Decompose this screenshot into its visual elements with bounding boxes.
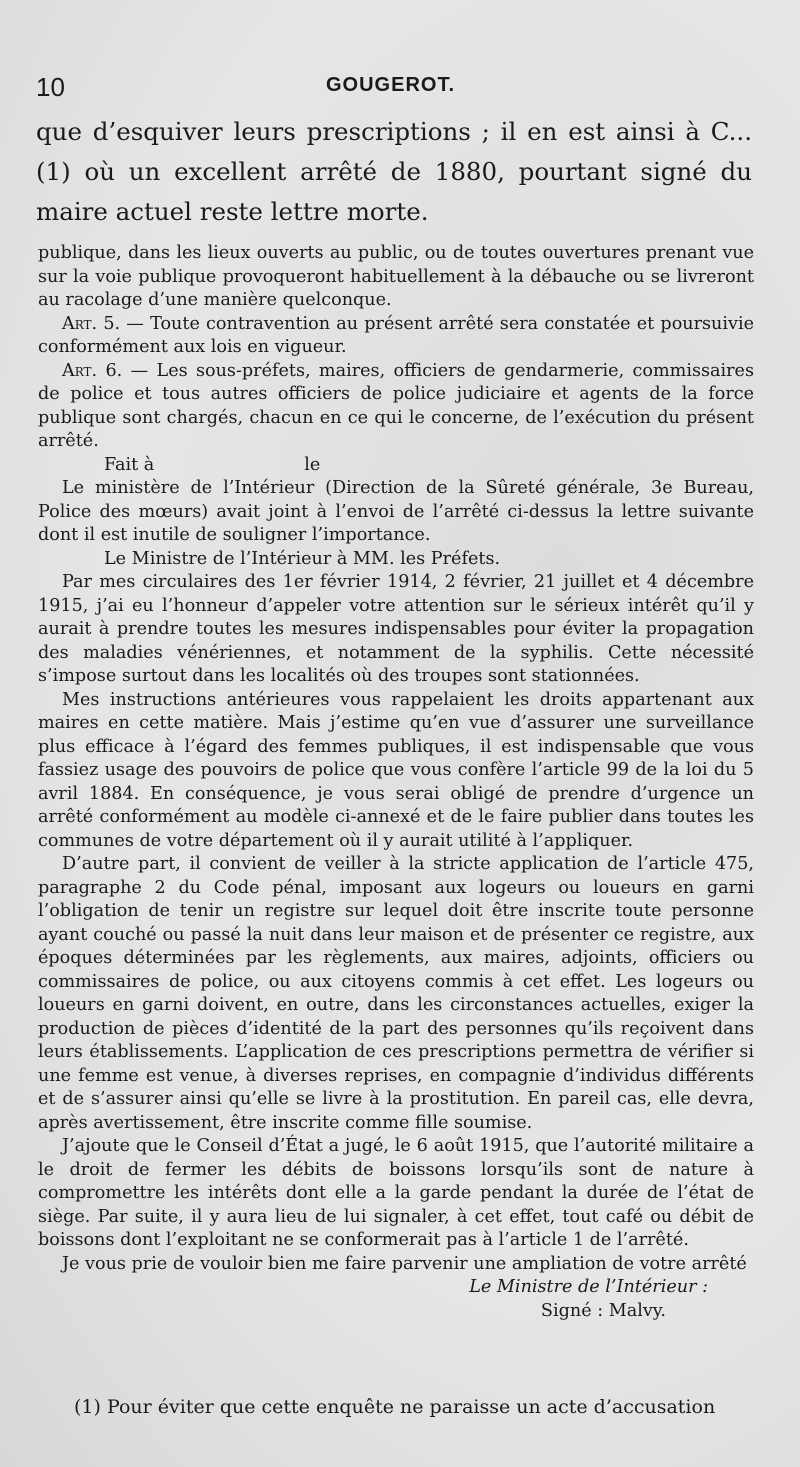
- paragraph-prie: Je vous prie de vouloir bien me faire parvenir une ampliation de votre arrêté: [62, 1253, 747, 1274]
- paragraph-circulaires: Par mes circulaires des 1er février 1914, 2 février, 21 juillet et 4 décembre 1915, j’ai eu l’honneur d’appeler votre attention sur le sérieux intérêt qu’il y aurait à prendre toutes les mesures indispensables pour éviter la propagation des maladies vénériennes, et notamment de la syphilis. Cette nécessité s’impose surtout dans les localités où des troupes sont stationnées.: [38, 572, 754, 686]
- paragraph-ministre-heading: Le Ministre de l’Intérieur à MM. les Préfets.: [104, 548, 501, 569]
- body-text: [38, 242, 754, 1323]
- article-6-text: — Les sous-préfets, maires, officiers de gendarmerie, commissaires de police et tous autres officiers de police judiciaire et agents de la force publique sont chargés, chacun en ce qui le concerne, de l’exécution du présent arrêté.: [38, 360, 754, 451]
- paragraph-instructions: Mes instructions antérieures vous rappelaient les droits appartenant aux maires en cette matière. Mais j’estime qu’en vue d’assurer une surveillance plus efficace à l’égard des femmes publiques, il est indispensable que vous fassiez usage des pouvoirs de police que vous confère l’article 99 de la loi du 5 avril 1884. En conséquence, je vous serai obligé de prendre d’urgence un arrêté conformément au modèle ci-annexé et de le faire publier dans toutes les communes de votre département où il y aurait utilité à l’appliquer.: [38, 689, 754, 851]
- article-5-text: — Toute contravention au présent arrêté sera constatée et poursuivie conformément aux lois en vigueur.: [38, 313, 754, 357]
- paragraph-autre-part: D’autre part, il convient de veiller à la stricte application de l’article 475, paragraphe 2 du Code pénal, imposant aux logeurs ou loueurs en garni l’obligation de tenir un registre sur lequel doit être inscrite toute personne ayant couché ou passé la nuit dans leur maison et de présenter ce registre, aux époques déterminées par les règlements, aux maires, adjoints, officiers ou commissaires de police, ou aux citoyens commis à cet effet. Les logeurs ou loueurs en garni doivent, en outre, dans les circonstances actuelles, exiger la production de pièces d’identité de la part des personnes qu’ils reçoivent dans leurs établissements. L’application de ces prescriptions permettra de vérifier si une femme est venue, à diverses reprises, en compagnie d’individus différents et de s’assurer ainsi qu’elle se livre à la prostitution. En pareil cas, elle devra, après avertissement, être inscrite comme fille soumise.: [38, 854, 754, 1133]
- page-number: 10: [36, 72, 65, 102]
- article-6-label: Art. 6.: [62, 360, 123, 381]
- article-5-label: Art. 5.: [62, 313, 121, 334]
- article-6: [38, 360, 754, 454]
- paragraph-ministere: Le ministère de l’Intérieur (Direction de la Sûreté générale, 3e Bureau, Police des mœurs) avait joint à l’envoi de l’arrêté ci-dessus la lettre suivante dont il est inutile de souligner l’importance.: [38, 478, 754, 545]
- lead-paragraph: que d’esquiver leurs prescriptions ; il en est ainsi à C... (1) où un excellent arrêté de 1880, pourtant signé du maire actuel reste lettre morte.: [36, 117, 752, 226]
- fait-a: Fait à: [104, 454, 155, 475]
- signature-title: Le Ministre de l’Intérieur :: [469, 1277, 708, 1297]
- fait-le: le: [304, 454, 321, 475]
- footnote: (1) Pour éviter que cette enquête ne paraisse un acte d’accusation: [74, 1396, 716, 1418]
- fait-line: [38, 454, 754, 478]
- page-header: [36, 72, 756, 108]
- paragraph-ajoute: J’ajoute que le Conseil d’État a jugé, le 6 août 1915, que l’autorité militaire a le droit de fermer les débits de boissons lorsqu’ils sont de nature à compromettre les intérêts dont elle a la garde pendant la durée de l’état de siège. Par suite, il y aura lieu de lui signaler, à cet effet, tout café ou débit de boissons dont l’exploitant ne se conformerait pas à l’article 1 de l’arrêté.: [38, 1136, 754, 1250]
- running-title: GOUGEROT.: [326, 74, 456, 96]
- paragraph-publique: publique, dans les lieux ouverts au public, ou de toutes ouvertures prenant vue sur la voie publique provoqueront habituellement à la débauche ou se livreront au racolage d’une manière quelconque.: [38, 243, 754, 310]
- article-5: [38, 313, 754, 360]
- signature-signed: Signé : Malvy.: [540, 1300, 666, 1321]
